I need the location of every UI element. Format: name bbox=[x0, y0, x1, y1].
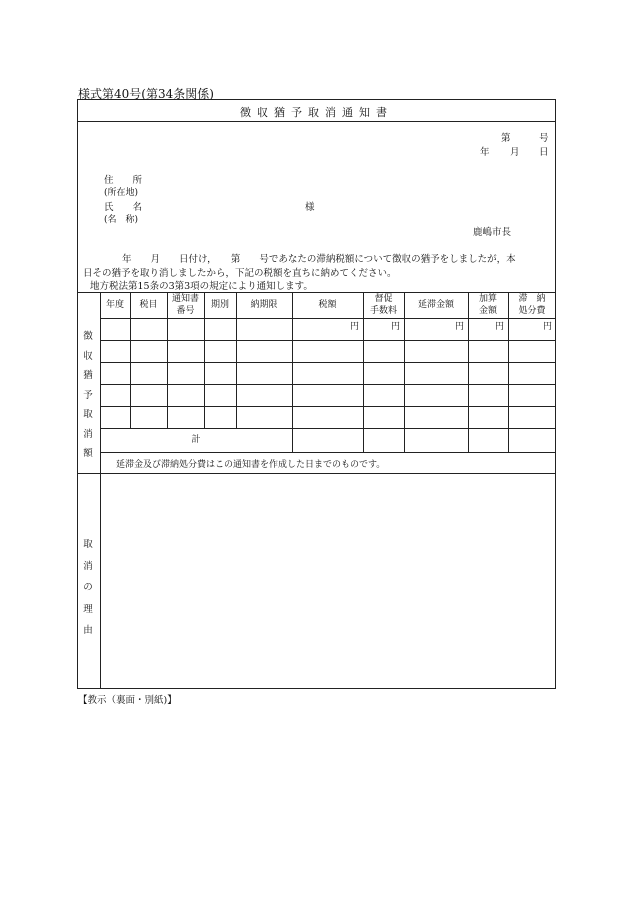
section-label-collection-deferral bbox=[80, 327, 96, 464]
header-fiscal-year: 年度 bbox=[105, 300, 124, 310]
col-line bbox=[404, 292, 405, 452]
section-char: 徴 bbox=[83, 331, 93, 342]
section-char: 予 bbox=[83, 389, 93, 401]
document-title: 徴収猶予取消通知書 bbox=[240, 106, 393, 119]
yen-unit: 円 bbox=[454, 322, 464, 332]
header-additional-l2: 金額 bbox=[478, 306, 497, 316]
left-column-line bbox=[100, 292, 101, 689]
header-disposal-l1: 滞 納 bbox=[518, 294, 546, 304]
yen-unit: 円 bbox=[494, 322, 504, 332]
col-line bbox=[204, 292, 205, 428]
form-label: 様式第40号(第34条関係) bbox=[78, 87, 214, 101]
col-line bbox=[130, 292, 131, 428]
col-line bbox=[292, 292, 293, 452]
table-bottom-line bbox=[77, 473, 556, 474]
section-char: 取 bbox=[83, 409, 93, 420]
date-day: 日 bbox=[539, 147, 549, 158]
number-dai: 第 bbox=[501, 133, 511, 144]
section-char: 猶 bbox=[83, 370, 93, 381]
yen-unit: 円 bbox=[542, 322, 552, 332]
date-month: 月 bbox=[510, 147, 520, 158]
header-notice-number-l2: 番号 bbox=[176, 306, 195, 316]
header-additional-l1: 加算 bbox=[478, 294, 497, 304]
body-line-3: 地方税法第15条の3第3項の規定により通知します。 bbox=[90, 281, 313, 292]
reason-char: 消 bbox=[83, 560, 93, 572]
header-additional-charge bbox=[468, 293, 508, 317]
header-due-date: 納期限 bbox=[250, 300, 278, 310]
date-year: 年 bbox=[480, 147, 490, 158]
table-row-line bbox=[100, 362, 556, 363]
header-tax-item: 税目 bbox=[139, 300, 158, 310]
title-divider bbox=[77, 121, 556, 122]
name-label: 氏 名 bbox=[104, 202, 143, 213]
header-period: 期別 bbox=[210, 300, 229, 310]
table-note: 延滞金及び滞納処分費はこの通知書を作成した日までのものです。 bbox=[116, 460, 386, 470]
table-row-line bbox=[100, 384, 556, 385]
yen-unit: 円 bbox=[390, 322, 400, 332]
table-row-line bbox=[100, 406, 556, 407]
reason-label bbox=[80, 534, 96, 642]
body-line-1: 年 月 日付け， 第 号であなたの滞納税額について徴収の猶予をしましたが，本 bbox=[122, 254, 516, 265]
yen-unit: 円 bbox=[349, 322, 359, 332]
address-label: 住 所 bbox=[104, 175, 143, 186]
header-disposal-l2: 処分費 bbox=[518, 306, 546, 316]
section-char: 消 bbox=[83, 428, 93, 440]
header-notice-number-l1: 通知書 bbox=[171, 294, 199, 304]
reason-char: 取 bbox=[83, 539, 93, 550]
header-notice-number bbox=[167, 293, 204, 317]
table-row-line bbox=[100, 428, 556, 429]
section-char: 額 bbox=[83, 448, 93, 459]
header-late-charge: 延滞金額 bbox=[417, 300, 454, 310]
issuer-name: 鹿嶋市長 bbox=[473, 227, 512, 238]
form-frame bbox=[77, 99, 556, 689]
honorific: 様 bbox=[305, 202, 315, 213]
instruction-note: 【教示（裏面・別紙)】 bbox=[78, 695, 177, 706]
header-dunning-fee-l1: 督促 bbox=[374, 294, 393, 304]
header-disposal-fee bbox=[508, 293, 556, 317]
name-sub-label: (名 称) bbox=[104, 215, 139, 225]
total-label: 計 bbox=[191, 435, 201, 445]
reason-char: 由 bbox=[83, 625, 93, 636]
header-tax-amount: 税額 bbox=[318, 300, 337, 310]
table-total-line bbox=[100, 452, 556, 453]
section-char: 収 bbox=[83, 350, 93, 362]
header-dunning-fee bbox=[363, 293, 404, 317]
col-line bbox=[236, 292, 237, 428]
reason-char: 理 bbox=[83, 603, 93, 615]
address-sub-label: (所在地) bbox=[104, 188, 139, 198]
header-dunning-fee-l2: 手数料 bbox=[369, 306, 397, 316]
number-go: 号 bbox=[539, 133, 549, 144]
table-row-line bbox=[100, 340, 556, 341]
body-line-2: 日その猶予を取り消しましたから，下記の税額を直ちに納めてください。 bbox=[83, 268, 397, 279]
reason-char: の bbox=[83, 582, 93, 593]
